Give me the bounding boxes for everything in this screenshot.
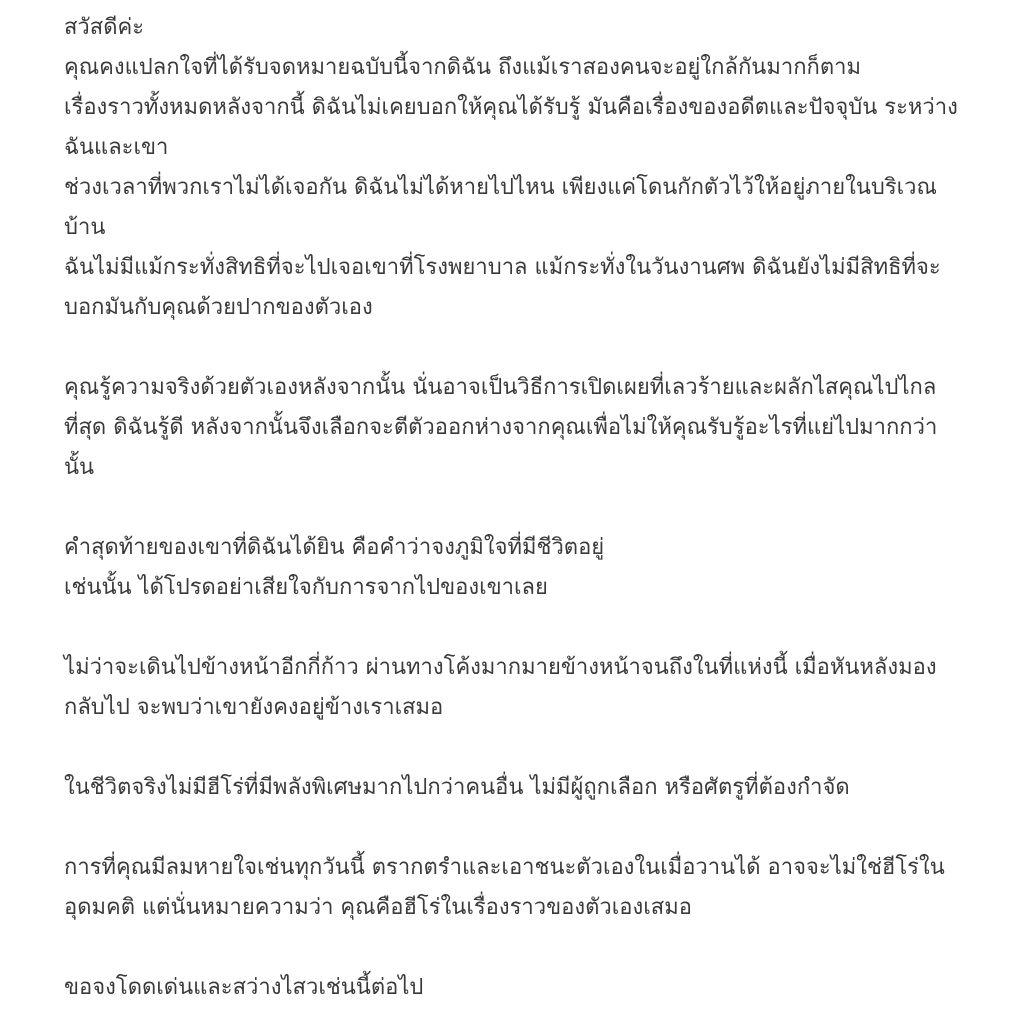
- letter-body: [64, 8, 964, 1008]
- paragraph-1-line-6: ฉันไม่มีแม้กระทั่งสิทธิที่จะไปเจอเขาที่โรงพยาบาล แม้กระทั่งในวันงานศพ ดิฉันยังไม่มีสิทธิที่จะ: [64, 255, 941, 280]
- paragraph-1-line-4: ช่วงเวลาที่พวกเราไม่ได้เจอกัน ดิฉันไม่ได้หายไปไหน เพียงแค่โดนกักตัวไว้ให้อยู่ภายในบริเวณ: [64, 175, 937, 200]
- paragraph-4-line-2: กลับไป จะพบว่าเขายังคงอยู่ข้างเราเสมอ: [64, 695, 444, 720]
- paragraph-2-line-2: ที่สุด ดิฉันรู้ดี หลังจากนั้นจึงเลือกจะตีตัวออกห่างจากคุณเพื่อไม่ให้คุณรับรู้อะไรที่แย่ไปมากกว่า: [64, 415, 938, 440]
- paragraph-2-line-3: นั้น: [64, 455, 95, 480]
- paragraph-3-line-1: คำสุดท้ายของเขาที่ดิฉันได้ยิน คือคำว่าจงภูมิใจที่มีชีวิตอยู่: [64, 535, 605, 560]
- paragraph-1-line-1: คุณคงแปลกใจที่ได้รับจดหมายฉบับนี้จากดิฉัน ถึงแม้เราสองคนจะอยู่ใกล้กันมากก็ตาม: [64, 55, 861, 80]
- paragraph-4-line-1: ไม่ว่าจะเดินไปข้างหน้าอีกกี่ก้าว ผ่านทางโค้งมากมายข้างหน้าจนถึงในที่แห่งนี้ เมื่อหันหลังมอง: [64, 655, 937, 680]
- paragraph-1-line-5: บ้าน: [64, 215, 106, 240]
- paragraph-6-line-1: การที่คุณมีลมหายใจเช่นทุกวันนี้ ตรากตรำและเอาชนะตัวเองในเมื่อวานได้ อาจจะไม่ใช่ฮีโร่ใน: [64, 855, 945, 880]
- paragraph-1-line-7: บอกมันกับคุณด้วยปากของตัวเอง: [64, 295, 373, 320]
- paragraph-1-line-3: ฉันและเขา: [64, 135, 169, 160]
- closing-line: ขอจงโดดเด่นและสว่างไสวเช่นนี้ต่อไป: [64, 975, 424, 1000]
- paragraph-gap: [64, 608, 964, 648]
- paragraph-5-line-1: ในชีวิตจริงไม่มีฮีโร่ที่มีพลังพิเศษมากไปกว่าคนอื่น ไม่มีผู้ถูกเลือก หรือศัตรูที่ต้องกำจัด: [64, 775, 850, 800]
- paragraph-1-line-2: เรื่องราวทั้งหมดหลังจากนี้ ดิฉันไม่เคยบอกให้คุณได้รับรู้ มันคือเรื่องของอดีตและปัจจุบัน ระหว่าง: [64, 95, 958, 120]
- paragraph-3-line-2: เช่นนั้น ได้โปรดอย่าเสียใจกับการจากไปของเขาเลย: [64, 575, 548, 600]
- paragraph-gap: [64, 488, 964, 528]
- paragraph-gap: [64, 808, 964, 848]
- paragraph-gap: [64, 728, 964, 768]
- paragraph-gap: [64, 928, 964, 968]
- paragraph-gap: [64, 328, 964, 368]
- paragraph-6-line-2: อุดมคติ แต่นั่นหมายความว่า คุณคือฮีโร่ในเรื่องราวของตัวเองเสมอ: [64, 895, 692, 920]
- paragraph-2-line-1: คุณรู้ความจริงด้วยตัวเองหลังจากนั้น นั่นอาจเป็นวิธีการเปิดเผยที่เลวร้ายและผลักไสคุณไปไกล: [64, 375, 937, 400]
- greeting-line: สวัสดีค่ะ: [64, 15, 145, 40]
